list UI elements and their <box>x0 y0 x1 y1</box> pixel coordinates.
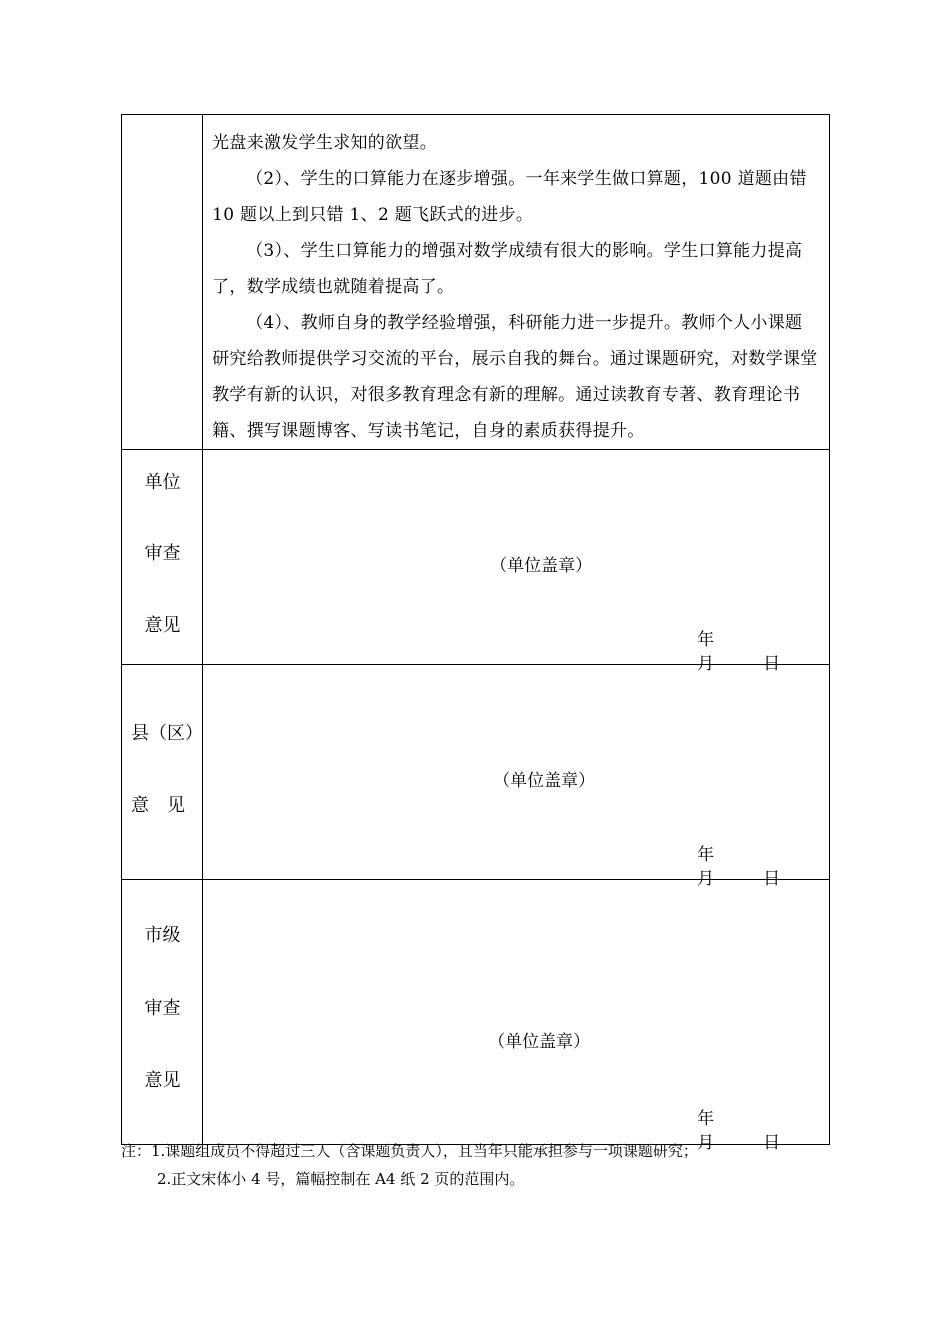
footnote-line: 注：1.课题组成员不得超过三人（含课题负责人），且当年只能承担参与一项课题研究； <box>121 1142 698 1160</box>
date-day: 日 <box>763 869 781 889</box>
date-year: 年 <box>697 630 715 650</box>
label-line: 意见 <box>144 615 181 636</box>
city-review-row <box>122 880 830 1145</box>
label-line: 意 见 <box>131 795 185 816</box>
label-line: 意见 <box>144 1070 181 1091</box>
seal-text: （单位盖章） <box>488 1032 591 1052</box>
content-paragraph: （3）、学生口算能力的增强对数学成绩有很大的影响。学生口算能力提高了，数学成绩也就随着提高了。 <box>212 241 803 297</box>
label-line: 审查 <box>144 998 181 1019</box>
content-cell <box>203 115 830 450</box>
date-month: 月 <box>697 869 715 889</box>
label-line: 市级 <box>144 925 181 946</box>
city-review-label <box>122 880 203 1145</box>
empty-label-cell <box>122 115 203 450</box>
label-line: 审查 <box>144 543 181 564</box>
date-day: 日 <box>763 1133 781 1153</box>
footnotes <box>121 1137 698 1193</box>
seal-text: （单位盖章） <box>490 556 593 576</box>
label-line: 县（区） <box>131 723 203 744</box>
county-review-content <box>203 665 830 889</box>
county-review-label <box>122 665 203 880</box>
content-paragraph: 光盘来激发学生求知的欲望。 <box>212 133 438 153</box>
county-review-row <box>122 665 830 880</box>
content-text <box>203 115 829 449</box>
footnote-line: 2.正文宋体小 4 号，篇幅控制在 A4 纸 2 页的范围内。 <box>157 1170 525 1188</box>
unit-review-content <box>203 450 830 674</box>
label-line: 单位 <box>144 472 181 493</box>
date-month: 月 <box>697 654 715 674</box>
date-day: 日 <box>763 654 781 674</box>
date-year: 年 <box>697 1109 715 1129</box>
seal-text: （单位盖章） <box>493 771 596 791</box>
unit-review-label <box>122 450 203 665</box>
date-month: 月 <box>697 1133 715 1153</box>
content-paragraph: （2）、学生的口算能力在逐步增强。一年来学生做口算题，100 道题由错 10 题以上到只错 1、2 题飞跃式的进步。 <box>212 169 807 225</box>
content-paragraph: （4）、教师自身的教学经验增强，科研能力进一步提升。教师个人小课题研究给教师提供学习交流的平台，展示自我的舞台。通过课题研究，对数学课堂教学有新的认识，对很多教育理念有新的理解。通过读教育专著、教育理论书籍、撰写课题博客、写读书笔记，自身的素质获得提升。 <box>212 313 818 441</box>
date-line <box>697 1107 829 1155</box>
date-year: 年 <box>697 845 715 865</box>
content-row <box>122 115 830 450</box>
unit-review-row <box>122 450 830 665</box>
